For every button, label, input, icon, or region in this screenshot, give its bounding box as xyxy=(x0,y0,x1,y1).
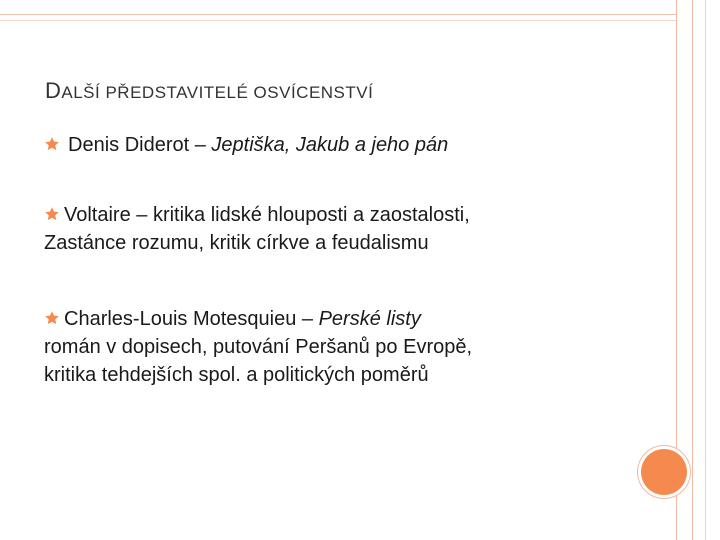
top-decoration-line xyxy=(0,20,676,21)
bullet-text-line3: kritika tehdejších spol. a politických poměrů xyxy=(44,364,429,386)
decorative-circle xyxy=(641,449,687,495)
bullet-montesquieu xyxy=(44,305,644,389)
right-border-line xyxy=(705,0,706,540)
bullet-text: Denis Diderot – xyxy=(68,134,212,156)
bullet-text-line2: Zastánce rozumu, kritik církve a feudalismu xyxy=(44,232,429,254)
bullet-italic-text: Jeptiška, Jakub a jeho pán xyxy=(211,134,449,156)
bullet-text-line2: román v dopisech, putování Peršanů po Evropě, xyxy=(44,336,473,358)
star-icon xyxy=(44,136,60,152)
bullet-text: Charles-Louis Motesquieu – xyxy=(64,308,319,330)
bullet-voltaire xyxy=(44,201,644,257)
star-icon xyxy=(44,206,60,222)
title-first-letter: D xyxy=(45,78,62,103)
bullet-italic-text: Perské listy xyxy=(318,308,421,330)
title-rest: ALŠÍ PŘEDSTAVITELÉ OSVÍCENSTVÍ xyxy=(61,83,374,102)
bullet-diderot xyxy=(44,131,644,159)
star-icon xyxy=(44,310,60,326)
slide-title xyxy=(45,78,373,104)
right-border-line xyxy=(692,0,693,540)
bullet-text-line1: Voltaire – kritika lidské hlouposti a zaostalosti, xyxy=(64,204,470,226)
top-decoration-line xyxy=(0,14,676,15)
